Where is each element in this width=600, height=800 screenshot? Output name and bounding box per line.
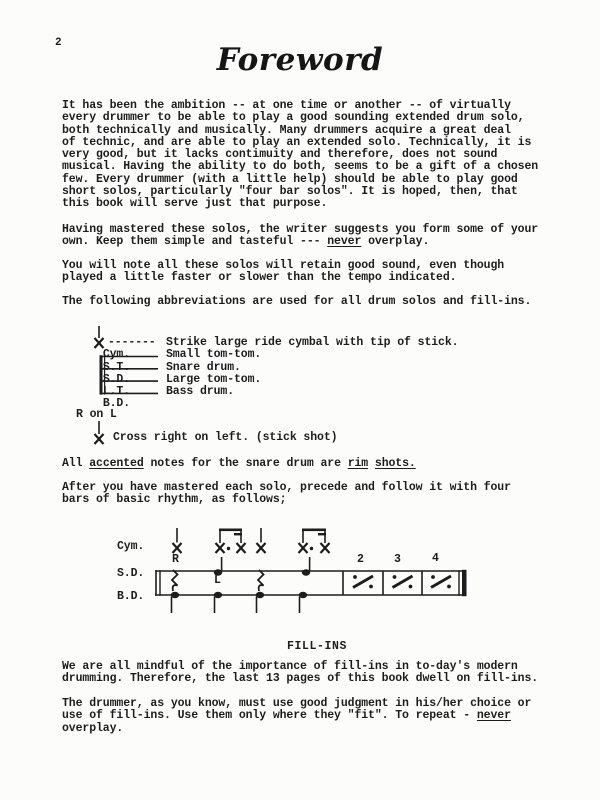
text-line: It has been the ambition -- at one time or another -- of virtually <box>62 99 511 112</box>
text-line: this book will serve just that purpose. <box>62 197 328 211</box>
title-wrap <box>0 42 600 78</box>
text-segment: overplay. <box>361 235 430 249</box>
text-line: every drummer to be able to play a good sounding extended drum solo, <box>62 111 525 125</box>
legend-label: S.T. <box>102 360 131 374</box>
text-line: musical. Having the ability to do both, seems to be a gift of a chosen <box>62 160 539 174</box>
paragraph-6 <box>62 698 531 735</box>
cymbal-note-icon <box>90 325 108 351</box>
paragraph-2 <box>62 224 538 249</box>
text-line: Having mastered these solos, the writer suggests you form some of your <box>62 223 539 236</box>
paragraph-5 <box>62 661 538 686</box>
text-line: overplay. <box>62 721 124 735</box>
text-line: short solos, particularly "four bar solos". It is hoped, then, that <box>62 185 518 199</box>
notation-sd-label: S.D. <box>117 567 145 580</box>
legend-label: S.D. <box>102 372 131 386</box>
measure-number-3: 3 <box>394 553 401 566</box>
text-segment <box>368 457 375 470</box>
paragraph-1 <box>62 100 538 211</box>
legend-desc: Bass drum. <box>166 385 235 399</box>
legend-label: Cym. <box>102 348 131 362</box>
underlined-word: accented <box>89 457 144 470</box>
measure-number-2: 2 <box>357 553 364 566</box>
text-segment: own. Keep them simple and tasteful --- <box>62 235 328 249</box>
text-line: The drummer, as you know, must use good judgment in his/her choice or <box>62 697 532 710</box>
text-line: drumming. Therefore, the last 13 pages of this book dwell on fill-ins. <box>62 672 539 686</box>
legend-label: B.D. <box>102 397 131 411</box>
text-line: After you have mastered each solo, precede and follow it with four <box>62 481 511 494</box>
text-line: few. Every drummer (with a little help) should be able to play good <box>62 172 518 186</box>
text-line: of technic, and are able to play an extended solo. Technically, it is <box>62 135 532 149</box>
text-line: You will note all these solos will retain good sound, even though <box>62 259 505 272</box>
legend-desc: Large tom-tom. <box>166 372 262 386</box>
paragraph-4: The following abbreviations are used for all drum solos and fill-ins. <box>62 295 532 308</box>
measure-number-4: 4 <box>432 552 439 565</box>
sticking-r-label: R <box>172 553 179 566</box>
text-line: very good, but it lacks contimuity and therefore, does not sound <box>62 148 498 162</box>
stick-shot-note-icon <box>90 419 108 447</box>
text-line <box>62 236 538 248</box>
notation-bd-label: B.D. <box>117 590 145 603</box>
accented-line <box>62 458 416 470</box>
page-number: 2 <box>55 37 62 49</box>
rhythm-notation-figure <box>100 525 480 625</box>
underlined-word: rim <box>347 457 369 470</box>
fill-ins-heading: FILL-INS <box>287 640 348 653</box>
legend-label: L.T. <box>102 385 131 399</box>
stick-shot-text: Cross right on left. (stick shot) <box>113 431 338 444</box>
page-title: Foreword <box>216 42 384 78</box>
text-segment: All <box>62 457 90 470</box>
underlined-word: shots. <box>374 457 416 470</box>
underlined-word: never <box>476 709 511 723</box>
text-segment: use of fill-ins. Use them only where they "fit". To repeat - <box>62 709 477 723</box>
text-line: We are all mindful of the importance of fill-ins in to-day's modern <box>62 660 518 673</box>
paragraph-after <box>62 482 511 507</box>
text-segment: notes for the snare drum are <box>143 457 348 470</box>
text-line: both technically and musically. Many drummers acquire a great deal <box>62 123 511 137</box>
legend-desc: Strike large ride cymbal with tip of stick. <box>166 336 459 349</box>
legend-dashes: ------- <box>108 336 156 349</box>
notation-cym-label: Cym. <box>117 540 145 553</box>
underlined-word: never <box>327 235 362 249</box>
text-line: played a little faster or slower than the tempo indicated. <box>62 271 457 285</box>
text-line <box>62 710 531 722</box>
staff-bracket-lines <box>96 350 164 400</box>
r-on-l-label: R on L <box>76 408 117 421</box>
text-line: bars of basic rhythm, as follows; <box>62 493 287 507</box>
legend-desc: Small tom-tom. <box>166 348 262 362</box>
legend-desc: Snare drum. <box>166 360 241 374</box>
paragraph-3 <box>62 260 504 285</box>
sticking-l-label: L <box>214 574 221 587</box>
